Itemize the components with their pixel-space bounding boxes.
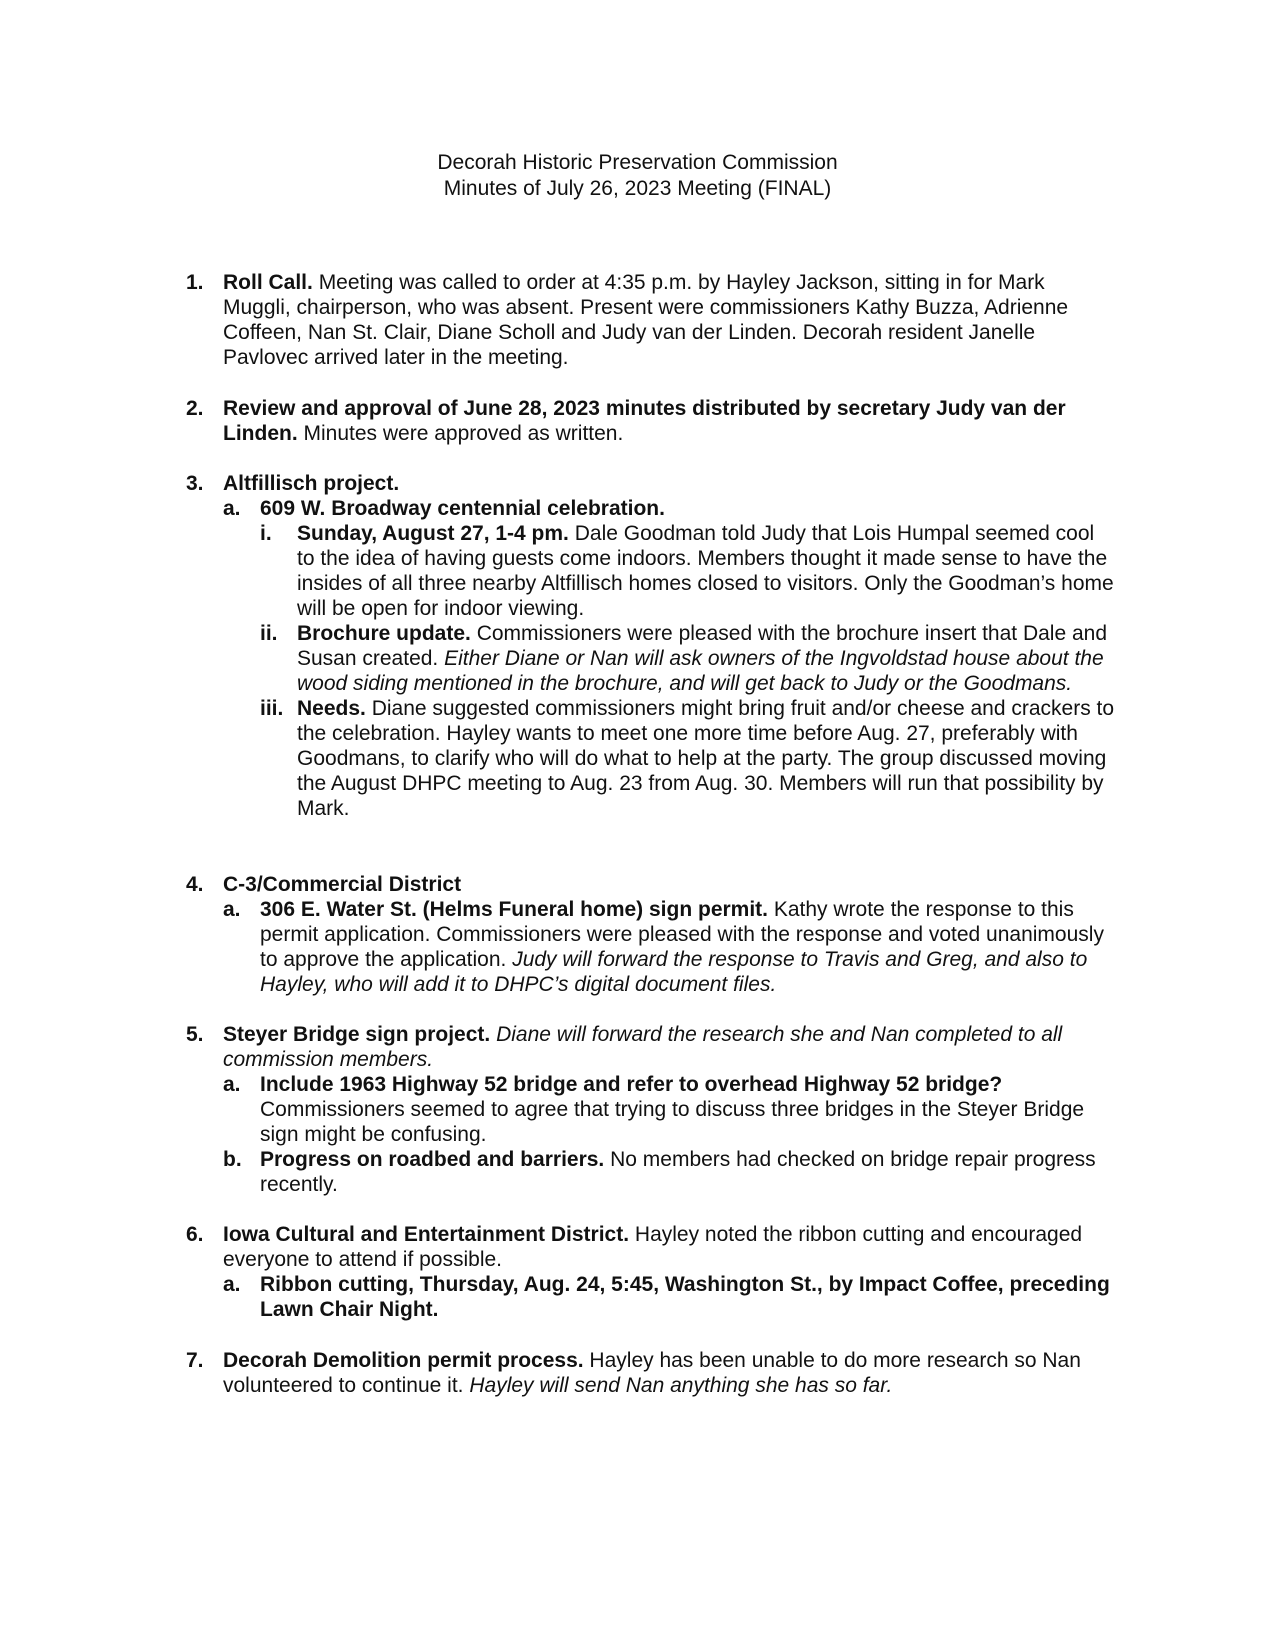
item-text: Hayley has been unable to do more research so Nan volunteered to continue it.: [223, 1349, 1081, 1397]
subitem-heading: Progress on roadbed and barriers.: [260, 1148, 605, 1171]
subsubitem-needs: [260, 696, 1116, 821]
subitem-roadbed: [223, 1147, 1116, 1197]
item-heading: Steyer Bridge sign project.: [223, 1023, 491, 1046]
subitem-label: a.: [223, 1273, 241, 1296]
subsubitem-label: iii.: [260, 697, 284, 720]
item-heading: Review and approval of June 28, 2023 minutes distributed by secretary Judy van der Linden.: [223, 397, 1066, 445]
item-number: 2.: [186, 397, 204, 420]
subitem-label: a.: [223, 1073, 241, 1096]
item-action: Diane will forward the research she and Nan completed to all commission members.: [223, 1023, 1063, 1071]
item-heading: Decorah Demolition permit process.: [223, 1349, 584, 1372]
subsubitem-brochure: [260, 621, 1116, 696]
document-header: [0, 150, 1275, 202]
subitem-heading: Include 1963 Highway 52 bridge and refer to overhead Highway 52 bridge?: [260, 1073, 1003, 1096]
item-number: 1.: [186, 271, 204, 294]
subitem-label: a.: [223, 898, 241, 921]
item-heading: Roll Call.: [223, 271, 313, 294]
agenda-item-demolition-permit: [186, 1348, 1116, 1398]
agenda-item-cultural-district: [186, 1222, 1116, 1322]
item-action: Hayley will send Nan anything she has so far.: [469, 1374, 893, 1397]
subsubitem-text: Commissioners were pleased with the brochure insert that Dale and Susan created.: [297, 622, 1108, 670]
subitem-action: Judy will forward the response to Travis and Greg, and also to Hayley, who will add it to DHPC’s digital document files.: [260, 948, 1088, 996]
subitem-sign-permit: [223, 897, 1116, 997]
subsubitem-heading: Brochure update.: [297, 622, 471, 645]
agenda-item-altfillisch: [186, 471, 1116, 821]
subsubitem-label: ii.: [260, 622, 278, 645]
subitem-text: Commissioners seemed to agree that trying to discuss three bridges in the Steyer Bridge sign might be confusing.: [260, 1098, 1085, 1146]
item-heading: C-3/Commercial District: [223, 873, 462, 896]
subsubitem-heading: Sunday, August 27, 1-4 pm.: [297, 522, 569, 545]
subsubitem-heading: Needs.: [297, 697, 366, 720]
item-heading: Iowa Cultural and Entertainment District.: [223, 1223, 630, 1246]
item-number: 5.: [186, 1023, 204, 1046]
item-number: 7.: [186, 1349, 204, 1372]
subitem-heading: Ribbon cutting, Thursday, Aug. 24, 5:45, Washington St., by Impact Coffee, preceding Lawn Chair Night.: [260, 1273, 1110, 1321]
subitem-heading: 609 W. Broadway centennial celebration.: [260, 497, 665, 520]
subitem-text: Kathy wrote the response to this permit application. Commissioners were pleased with the response and voted unanimously to approve the application.: [260, 898, 1104, 971]
item-text: Hayley noted the ribbon cutting and encouraged everyone to attend if possible.: [223, 1223, 1083, 1271]
subitem-text: No members had checked on bridge repair progress recently.: [260, 1148, 1096, 1196]
subitem-highway-52: [223, 1072, 1116, 1147]
agenda-item-steyer-bridge: [186, 1022, 1116, 1197]
subitem-label: a.: [223, 497, 241, 520]
item-number: 3.: [186, 472, 204, 495]
subsubitem-label: i.: [260, 522, 272, 545]
subitem-centennial: [223, 496, 1116, 821]
subitem-label: b.: [223, 1148, 242, 1171]
item-number: 4.: [186, 873, 204, 896]
subsubitem-text: Dale Goodman told Judy that Lois Humpal seemed cool to the idea of having guests come indoors. Members thought it made sense to have the insides of all three nearby Altfillisch homes closed to visitors. Only the Goodman’s home will be open for indoor viewing.: [297, 522, 1114, 620]
item-text: Meeting was called to order at 4:35 p.m. by Hayley Jackson, sitting in for Mark Muggli, chairperson, who was absent. Present were commissioners Kathy Buzza, Adrienne Coffeen, Nan St. Clair, Diane Scholl and Judy van der Linden. Decorah resident Janelle Pavlovec arrived later in the meeting.: [223, 271, 1069, 369]
item-number: 6.: [186, 1223, 204, 1246]
subitem-heading: 306 E. Water St. (Helms Funeral home) sign permit.: [260, 898, 769, 921]
minutes-title: Minutes of July 26, 2023 Meeting (FINAL): [443, 177, 832, 200]
agenda-item-roll-call: [186, 270, 1116, 370]
subsubitem-action: Either Diane or Nan will ask owners of the Ingvoldstad house about the wood siding mentioned in the brochure, and will get back to Judy or the Goodmans.: [297, 647, 1104, 695]
item-heading: Altfillisch project.: [223, 472, 400, 495]
commission-name: Decorah Historic Preservation Commission: [437, 151, 838, 174]
subsubitem-text: Diane suggested commissioners might bring fruit and/or cheese and crackers to the celebration. Hayley wants to meet one more time before Aug. 27, preferably with Goodmans, to clarify who will do what to help at the party. The group discussed moving the August DHPC meeting to Aug. 23 from Aug. 30. Members will run that possibility by Mark.: [297, 697, 1115, 820]
item-text: Minutes were approved as written.: [297, 422, 624, 445]
agenda-item-commercial-district: [186, 872, 1116, 997]
agenda-item-minutes-approval: [186, 396, 1116, 446]
subitem-ribbon-cutting: [223, 1272, 1116, 1322]
subsubitem-date: [260, 521, 1116, 621]
